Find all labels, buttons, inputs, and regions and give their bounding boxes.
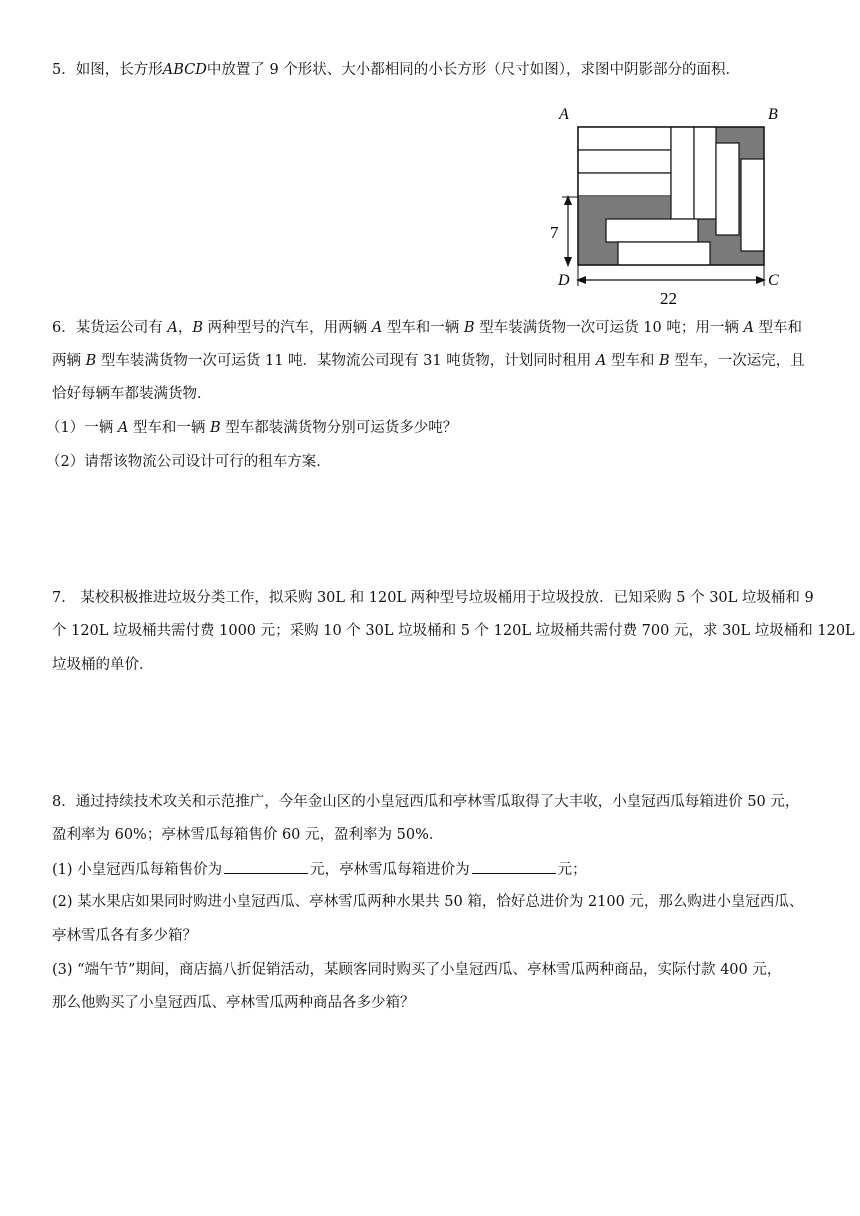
small-rect-2 <box>578 150 671 173</box>
q6-line1-run-5: A <box>371 320 383 336</box>
q6-line2-run-2: 型车装满货物一次可运货 11 吨．某物流公司现有 31 吨货物，计划同时租用 <box>96 353 596 369</box>
q6-sub1-run-3: B <box>210 420 221 436</box>
q6-line2-run-6: 型车，一次运完，且 <box>669 353 805 369</box>
q7-line1: 7． 某校积极推进垃圾分类工作，拟采购 30L 和 120L 两种型号垃圾桶用于垃圾投放．已知采购 5 个 30L 垃圾桶和 9 <box>52 590 814 606</box>
q6-line1-run-4: 两种型号的汽车，用两辆 <box>202 320 372 336</box>
small-rect-7 <box>741 159 764 251</box>
q6-sub1-run-2: 型车和一辆 <box>128 420 211 436</box>
q6-line1-run-10: 型车和 <box>753 320 803 336</box>
q6-line1-run-1: A <box>167 320 178 336</box>
q6-line3: 恰好每辆车都装满货物． <box>52 386 212 402</box>
q6-line1-run-7: B <box>463 320 475 336</box>
q6-sub1 <box>46 418 457 438</box>
small-rect-1 <box>578 127 671 150</box>
small-rect-5 <box>694 127 716 219</box>
small-rect-8 <box>606 219 698 242</box>
answer-blank-1[interactable] <box>224 859 308 874</box>
q5-text <box>52 60 740 80</box>
q8-sub3-line2: 那么他购买了小皇冠西瓜、亭林雪瓜两种商品各多少箱？ <box>52 995 415 1011</box>
q7-line3: 垃圾桶的单价． <box>52 657 154 673</box>
small-rect-4 <box>671 127 694 219</box>
q8-sub1 <box>52 859 587 880</box>
q6-line1-run-3: B <box>192 320 203 336</box>
q6-line2-run-3: A <box>595 353 607 369</box>
q6-line1-run-9: A <box>743 320 754 336</box>
q8-sub2-line1: (2) 某水果店如果同时购进小皇冠西瓜、亭林雪瓜两种水果共 50 箱，恰好总进价为 2100 元，那么购进小皇冠西瓜、 <box>52 894 804 910</box>
q6-line2-run-0: 两辆 <box>52 353 86 369</box>
label-c: C <box>768 272 779 289</box>
small-rect-3 <box>578 173 671 196</box>
q6-line1-run-0: 6．某货运公司有 <box>52 320 168 336</box>
q6-line2 <box>52 351 805 371</box>
q6-sub2: （2）请帮该物流公司设计可行的租车方案． <box>46 454 331 470</box>
label-b: B <box>768 106 778 123</box>
q5-text-a: 5．如图，长方形 <box>52 62 163 78</box>
q8-sub1-b: 元，亭林雪瓜每箱进价为 <box>310 862 470 878</box>
label-d: D <box>558 272 570 289</box>
answer-blank-2[interactable] <box>472 859 556 874</box>
q5-figure <box>548 98 794 312</box>
q6-line2-run-5: B <box>659 353 670 369</box>
q5-text-abcd: ABCD <box>162 62 207 78</box>
q6-line2-run-4: 型车和 <box>606 353 660 369</box>
q7-line2: 个 120L 垃圾桶共需付费 1000 元；采购 10 个 30L 垃圾桶和 5 个 120L 垃圾桶共需付费 700 元，求 30L 垃圾桶和 120L <box>52 623 855 639</box>
small-rect-9 <box>618 242 710 265</box>
q6-sub1-run-4: 型车都装满货物分别可运货多少吨？ <box>220 420 458 436</box>
q8-sub1-a: (1) 小皇冠西瓜每箱售价为 <box>52 862 223 878</box>
q8-sub1-c: 元； <box>557 862 587 878</box>
label-height: 7 <box>550 223 559 242</box>
q6-line1 <box>52 318 802 338</box>
q6-line1-run-2: ， <box>177 320 193 336</box>
label-a: A <box>559 106 569 123</box>
q6-line1-run-8: 型车装满货物一次可运货 10 吨；用一辆 <box>474 320 744 336</box>
label-width: 22 <box>660 289 677 308</box>
q6-sub1-run-1: A <box>117 420 129 436</box>
q6-line2-run-1: B <box>85 353 97 369</box>
q5-text-b: 中放置了 9 个形状、大小都相同的小长方形（尺寸如图），求图中阴影部分的面积． <box>206 62 741 78</box>
small-rect-6 <box>716 143 739 235</box>
q8-sub2-line2: 亭林雪瓜各有多少箱？ <box>52 928 197 944</box>
q8-sub3-line1: (3) “端午节”期间，商店搞八折促销活动，某顾客同时购买了小皇冠西瓜、亭林雪瓜两种商品，实际付款 400 元， <box>52 962 782 978</box>
q6-line1-run-6: 型车和一辆 <box>382 320 464 336</box>
q8-line1: 8．通过持续技术攻关和示范推广，今年金山区的小皇冠西瓜和亭林雪瓜取得了大丰收，小皇冠西瓜每箱进价 50 元， <box>52 794 800 810</box>
q6-sub1-run-0: （1）一辆 <box>46 420 118 436</box>
q8-line2: 盈利率为 60%；亭林雪瓜每箱售价 60 元，盈利率为 50%． <box>52 827 444 843</box>
